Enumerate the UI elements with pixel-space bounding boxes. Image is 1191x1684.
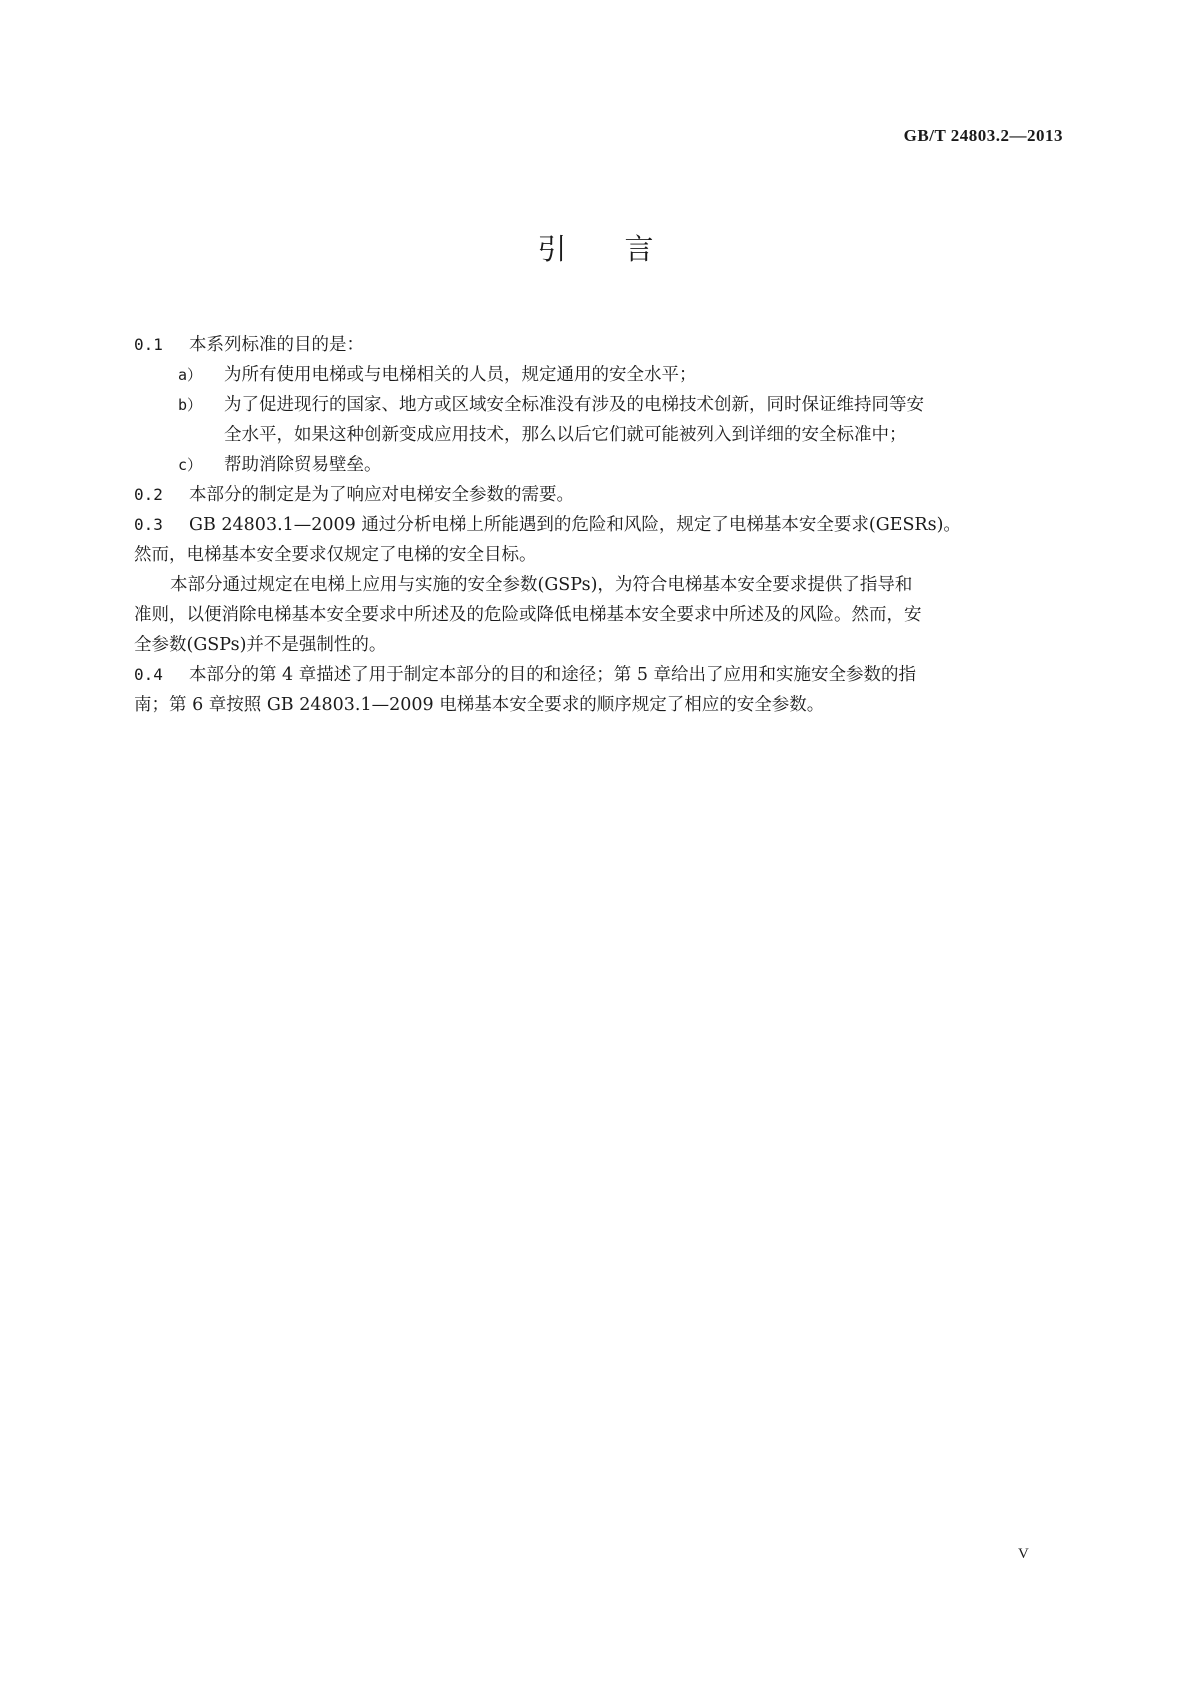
document-body: [134, 330, 1059, 720]
paragraph-line: 准则，以便消除电梯基本安全要求中所述及的危险或降低电梯基本安全要求中所述及的风险。然而，安: [134, 605, 922, 625]
list-item-b: [134, 390, 1059, 420]
list-marker: c）: [178, 456, 203, 474]
section-0-3-line-2: 然而，电梯基本安全要求仅规定了电梯的安全目标。: [134, 545, 537, 565]
section-number: 0.4: [134, 665, 163, 684]
section-text: 本部分的第 4 章描述了用于制定本部分的目的和途径；第 5 章给出了应用和实施安全参数的指: [189, 665, 917, 685]
section-number: 0.2: [134, 485, 163, 504]
list-item-text: 为所有使用电梯或与电梯相关的人员，规定通用的安全水平；: [224, 365, 697, 385]
section-0-2: [134, 480, 1059, 510]
section-text: 本系列标准的目的是：: [189, 335, 364, 355]
list-item-a: [134, 360, 1059, 390]
list-item-c: [134, 450, 1059, 480]
page-number: V: [1018, 1546, 1029, 1562]
list-marker: a）: [178, 366, 203, 384]
list-item-text: 为了促进现行的国家、地方或区域安全标准没有涉及的电梯技术创新，同时保证维持同等安: [224, 395, 924, 415]
section-0-1: [134, 330, 1059, 360]
section-0-4: [134, 660, 1059, 690]
list-item-b-continuation: 全水平，如果这种创新变成应用技术，那么以后它们就可能被列入到详细的安全标准中；: [224, 425, 907, 445]
section-text: 本部分的制定是为了响应对电梯安全参数的需要。: [189, 485, 574, 505]
list-marker: b）: [178, 396, 203, 414]
section-text: GB 24803.1—2009 通过分析电梯上所能遇到的危险和风险，规定了电梯基本安全要求(GESRs)。: [189, 515, 961, 535]
list-item-text: 帮助消除贸易壁垒。: [224, 455, 382, 475]
page-title: 引言: [537, 232, 712, 266]
standard-number: GB/T 24803.2—2013: [903, 126, 1063, 145]
paragraph-line: 全参数(GSPs)并不是强制性的。: [134, 635, 387, 655]
section-number: 0.3: [134, 515, 163, 534]
section-0-3: [134, 510, 1059, 540]
section-0-4-line-2: 南；第 6 章按照 GB 24803.1—2009 电梯基本安全要求的顺序规定了相应的安全参数。: [134, 695, 825, 715]
section-number: 0.1: [134, 335, 163, 354]
paragraph-line: 本部分通过规定在电梯上应用与实施的安全参数(GSPs)，为符合电梯基本安全要求提供了指导和: [170, 575, 913, 595]
